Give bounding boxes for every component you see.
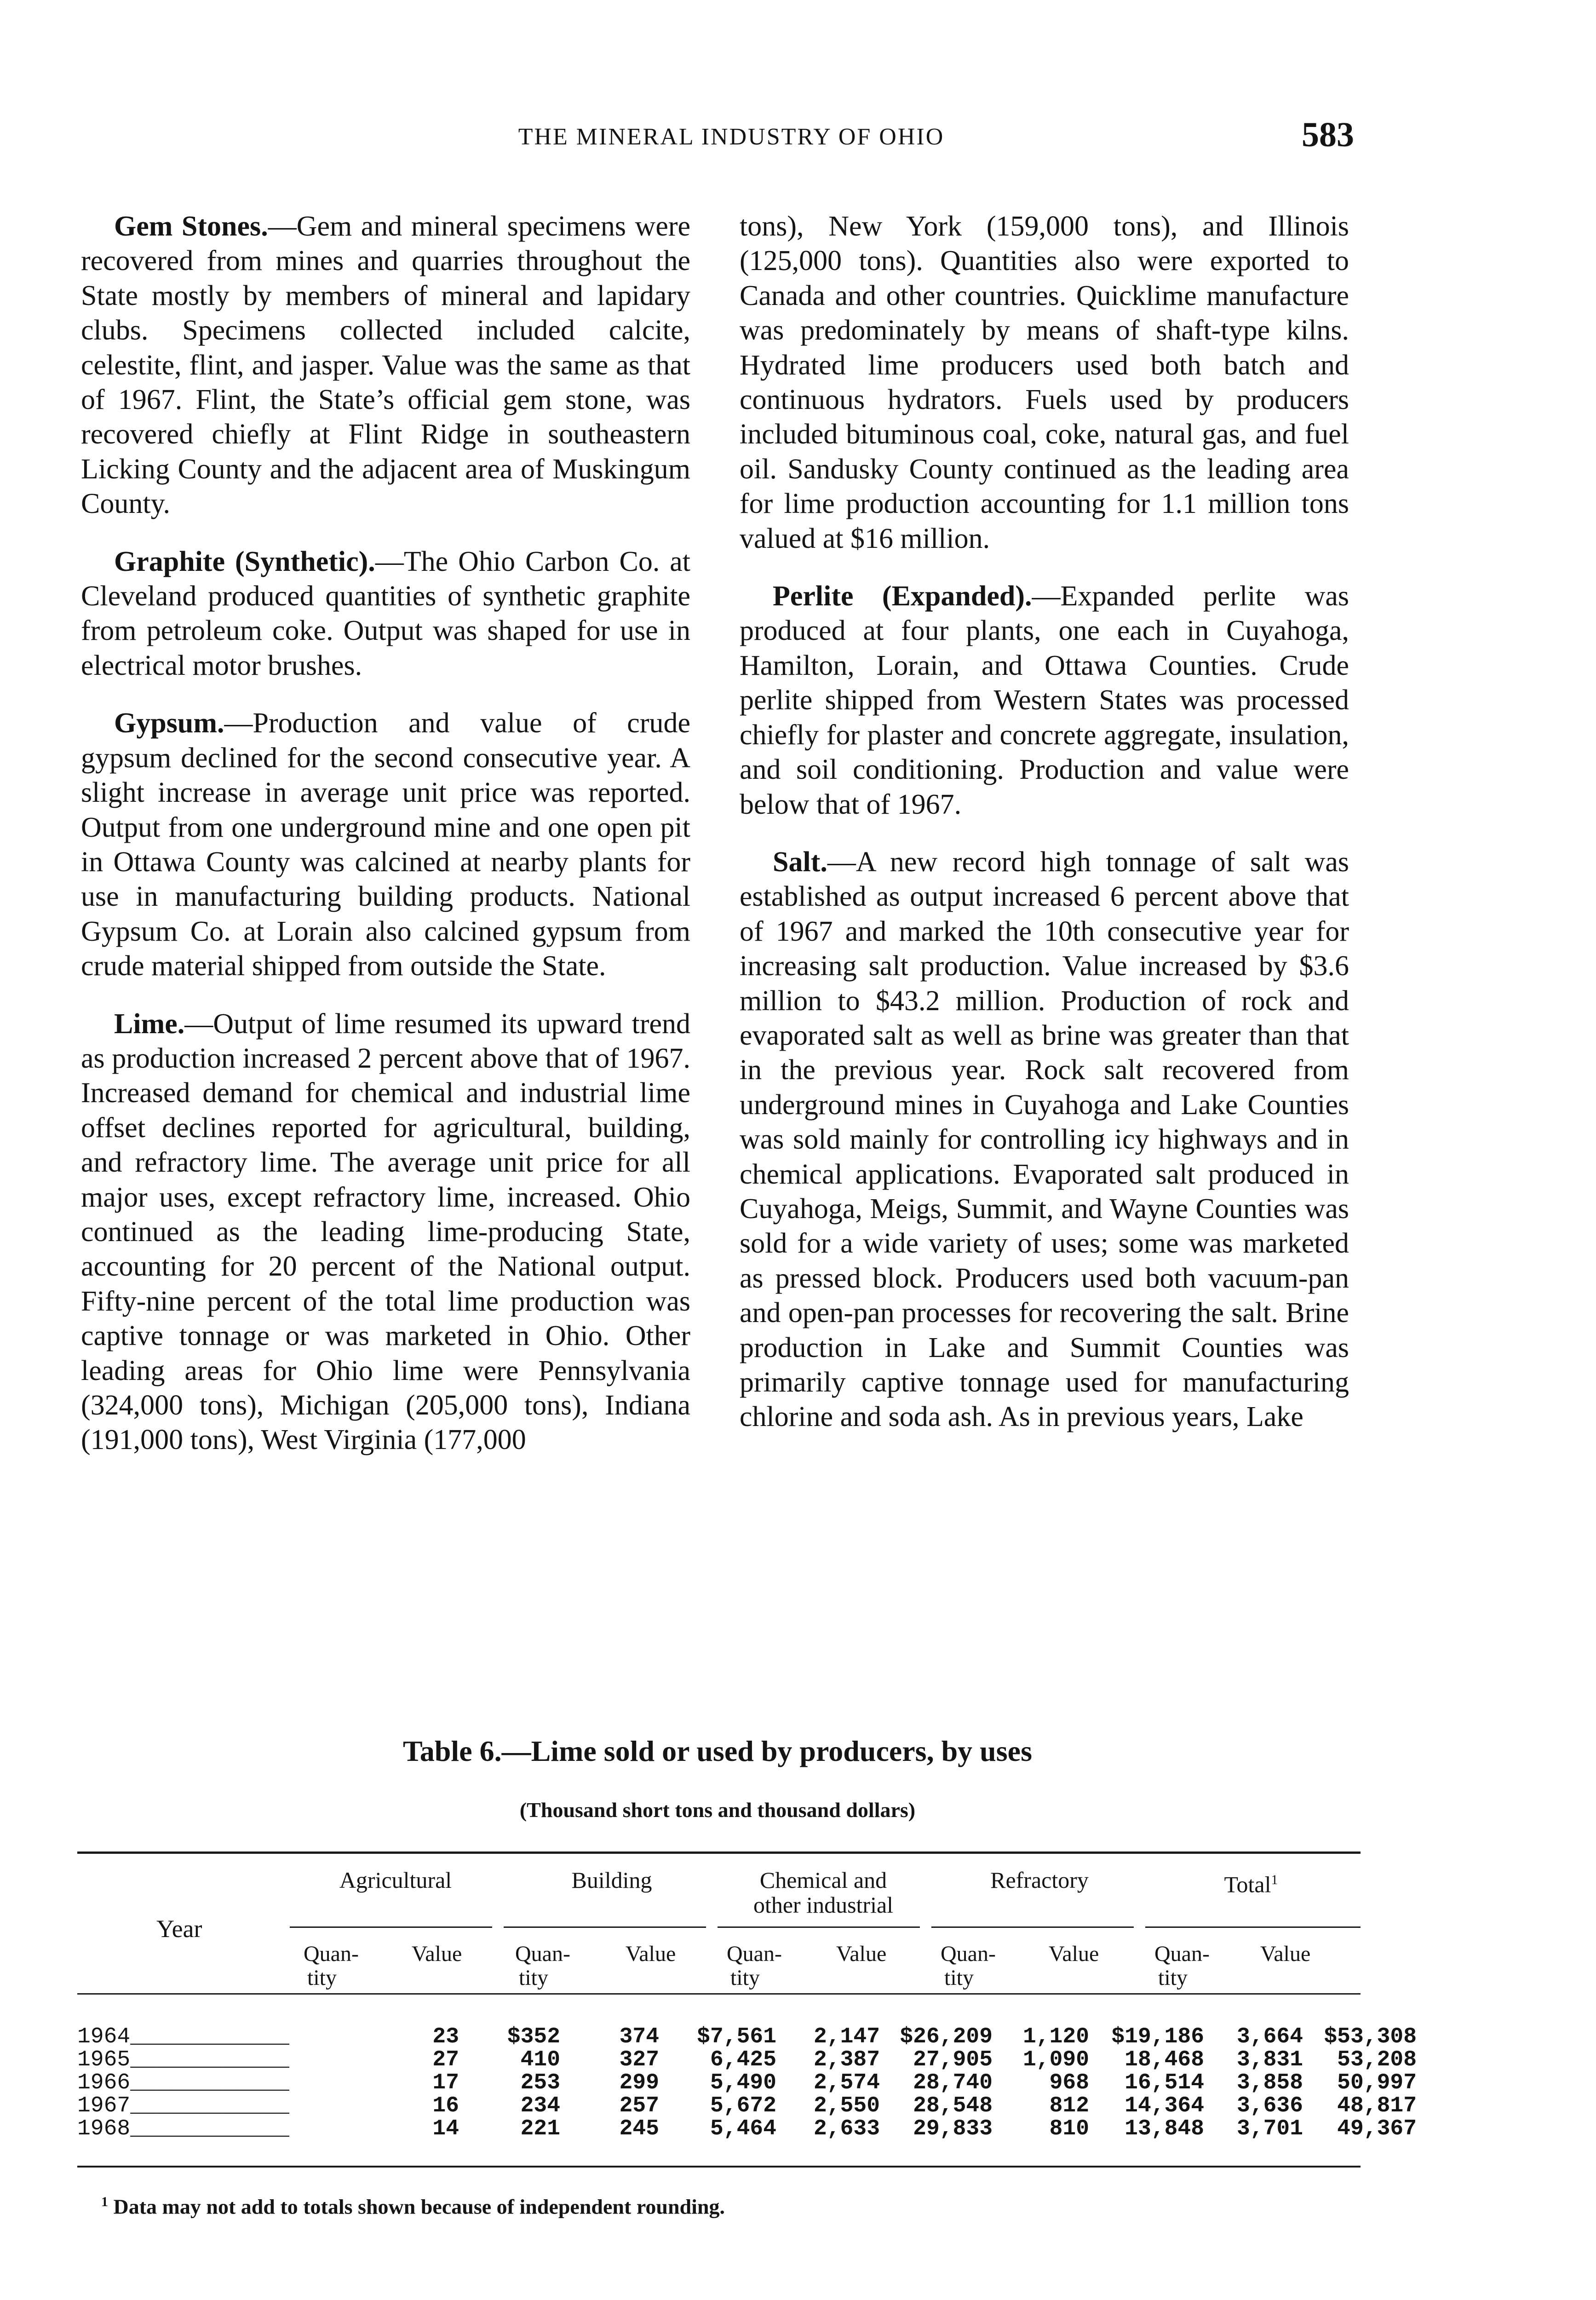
cell-ref-value: $19,186 — [1111, 2024, 1204, 2049]
cell-ref-value: 13,848 — [1125, 2116, 1204, 2141]
cell-bld-value: 6,425 — [710, 2047, 776, 2072]
table-footnote — [101, 2194, 725, 2219]
section-heading-gypsum: Gypsum. — [114, 707, 224, 739]
cell-ref-quantity: 1,120 — [1022, 2024, 1089, 2049]
paragraph-gem-stones — [81, 209, 690, 522]
row-year — [77, 2071, 289, 2095]
row-year — [77, 2117, 289, 2141]
subheader-quantity-line1: Quan- — [1154, 1942, 1210, 1966]
cell-ref-value: 16,514 — [1125, 2070, 1204, 2095]
cell-chem-quantity: 2,147 — [813, 2024, 880, 2049]
section-heading-gem-stones: Gem Stones. — [114, 211, 268, 242]
subheader-value: Value — [1049, 1942, 1099, 1966]
group-header-refractory: Refractory — [990, 1867, 1089, 1893]
group-header-building: Building — [571, 1867, 652, 1893]
table-row — [77, 2116, 1417, 2141]
table-row — [77, 2093, 1417, 2118]
subheader-quantity-line2: tity — [730, 1966, 760, 1990]
footnote-text: Data may not add to totals shown because of independent rounding. — [113, 2195, 725, 2219]
subheader-quantity — [727, 1942, 782, 1990]
cell-ref-quantity: 1,090 — [1022, 2047, 1089, 2072]
row-leader: ____________ — [130, 2070, 289, 2095]
cell-total-quantity: 3,831 — [1236, 2047, 1303, 2072]
paragraph-text: —Gem and mineral specimens were recovered from mines and quarries throughout the State mostly by members of mineral and lapidary clubs. Specimens collected included calcite, celestite, flint, and jasper. Value was the same as that of 1967. Flint, the State’s official gem stone, was recovered chiefly at Flint Ridge in southeastern Licking County and the adjacent area of Muskingum County. — [81, 211, 690, 520]
paragraph-text: —The Ohio Carbon Co. at Cleveland produced quantities of synthetic graphite from petroleum coke. Output was shaped for use in electrical motor brushes. — [81, 546, 690, 681]
table-row — [77, 2024, 1417, 2049]
total-footnote-marker: 1 — [1271, 1872, 1278, 1887]
row-leader: ____________ — [130, 2116, 289, 2141]
page-number: 583 — [1302, 115, 1354, 154]
cell-total-quantity: 3,858 — [1236, 2070, 1303, 2095]
cell-chem-value: 28,548 — [913, 2093, 993, 2118]
row-leader: ____________ — [130, 2024, 289, 2049]
row-year-value: 1964 — [77, 2024, 131, 2049]
paragraph-perlite — [740, 579, 1349, 822]
cell-total-value: 50,997 — [1337, 2070, 1417, 2095]
subheader-quantity — [515, 1942, 570, 1990]
group-header-chemical — [718, 1868, 929, 1917]
cell-agr-value: 253 — [520, 2070, 560, 2095]
paragraph-graphite — [81, 545, 690, 684]
row-year — [77, 2048, 289, 2072]
cell-chem-value: 27,905 — [913, 2047, 993, 2072]
group-header-chemical-line1: Chemical and — [759, 1867, 887, 1893]
subheader-quantity-line1: Quan- — [304, 1942, 359, 1966]
table-row — [77, 2047, 1417, 2072]
row-year — [77, 2094, 289, 2118]
table-title: Table 6.—Lime sold or used by producers, by uses — [403, 1735, 1032, 1767]
subheader-quantity — [941, 1942, 996, 1990]
left-column — [81, 209, 690, 1481]
year-column-header: Year — [156, 1915, 202, 1943]
table-header-rule — [77, 1993, 1361, 1995]
subheader-value: Value — [626, 1942, 676, 1966]
cell-total-quantity: 3,701 — [1236, 2116, 1303, 2141]
cell-bld-quantity: 374 — [619, 2024, 659, 2049]
table-row — [77, 2070, 1417, 2095]
cell-bld-quantity: 257 — [619, 2093, 659, 2118]
cell-chem-quantity: 2,633 — [813, 2116, 880, 2141]
group-header-total — [1145, 1868, 1357, 1897]
cell-agr-value: 221 — [520, 2116, 560, 2141]
paragraph-gypsum — [81, 706, 690, 983]
footnote-marker: 1 — [101, 2194, 108, 2209]
cell-total-value: $53,308 — [1324, 2024, 1417, 2049]
group-rule-total — [1145, 1926, 1361, 1928]
cell-chem-value: 28,740 — [913, 2070, 993, 2095]
cell-total-quantity: 3,664 — [1236, 2024, 1303, 2049]
subheader-quantity-line2: tity — [1158, 1966, 1188, 1990]
cell-total-value: 49,367 — [1337, 2116, 1417, 2141]
subheader-quantity-line2: tity — [307, 1966, 337, 1990]
cell-bld-value: 5,672 — [710, 2093, 776, 2118]
row-year-value: 1966 — [77, 2070, 131, 2095]
cell-bld-quantity: 245 — [619, 2116, 659, 2141]
subheader-value: Value — [412, 1942, 462, 1966]
subheader-value: Value — [1260, 1942, 1311, 1966]
row-year-value: 1965 — [77, 2047, 131, 2072]
paragraph-lime — [81, 1007, 690, 1458]
cell-bld-value: $7,561 — [697, 2024, 776, 2049]
row-leader: ____________ — [130, 2093, 289, 2118]
cell-bld-value: 5,464 — [710, 2116, 776, 2141]
row-year — [77, 2025, 289, 2049]
cell-agr-value: 410 — [520, 2047, 560, 2072]
cell-ref-quantity: 810 — [1049, 2116, 1089, 2141]
cell-bld-quantity: 299 — [619, 2070, 659, 2095]
cell-total-value: 53,208 — [1337, 2047, 1417, 2072]
group-rule-building — [504, 1926, 706, 1928]
paragraph-lime-continued: tons), New York (159,000 tons), and Illinois (125,000 tons). Quantities also were exported to Canada and other countries. Quicklime manufacture was predominately by means of shaft-type kilns. Hydrated lime producers used both batch and continuous hydrators. Fuels used by producers included bituminous coal, coke, natural gas, and fuel oil. Sandusky County continued as the leading area for lime production accounting for 1.1 million tons valued at $16 million. — [740, 211, 1349, 554]
subheader-quantity-line1: Quan- — [941, 1942, 996, 1966]
cell-agr-value: $352 — [507, 2024, 560, 2049]
section-heading-graphite: Graphite (Synthetic). — [114, 546, 375, 577]
table-bottom-rule — [77, 2166, 1361, 2168]
paragraph-salt — [740, 845, 1349, 1435]
paragraph-text: —Production and value of crude gypsum declined for the second consecutive year. A slight increase in average unit price was reported. Output from one underground mine and one open pit in Ottawa County was calcined at nearby plants for use in manufacturing building products. National Gypsum Co. at Lorain also calcined gypsum from crude material shipped from outside the State. — [81, 707, 690, 982]
running-header: THE MINERAL INDUSTRY OF OHIO — [518, 124, 945, 150]
table-subtitle: (Thousand short tons and thousand dollars) — [519, 1798, 916, 1822]
group-rule-refractory — [931, 1926, 1134, 1928]
cell-chem-quantity: 2,574 — [813, 2070, 880, 2095]
cell-total-value: 48,817 — [1337, 2093, 1417, 2118]
subheader-quantity-line1: Quan- — [515, 1942, 570, 1966]
cell-bld-value: 5,490 — [710, 2070, 776, 2095]
group-rule-agricultural — [290, 1926, 492, 1928]
subheader-quantity-line1: Quan- — [727, 1942, 782, 1966]
group-header-chemical-line2: other industrial — [753, 1892, 894, 1918]
cell-total-quantity: 3,636 — [1236, 2093, 1303, 2118]
section-heading-perlite: Perlite (Expanded). — [773, 581, 1032, 612]
cell-ref-value: 14,364 — [1125, 2093, 1204, 2118]
section-heading-salt: Salt. — [773, 846, 827, 878]
cell-chem-quantity: 2,550 — [813, 2093, 880, 2118]
row-year-value: 1968 — [77, 2116, 131, 2141]
cell-agr-quantity: 23 — [432, 2024, 459, 2049]
cell-ref-value: 18,468 — [1125, 2047, 1204, 2072]
cell-ref-quantity: 812 — [1049, 2093, 1089, 2118]
subheader-value: Value — [836, 1942, 887, 1966]
cell-agr-quantity: 17 — [432, 2070, 459, 2095]
group-header-total-label: Total — [1224, 1871, 1271, 1898]
cell-agr-quantity: 14 — [432, 2116, 459, 2141]
row-year-value: 1967 — [77, 2093, 131, 2118]
cell-chem-value: $26,209 — [900, 2024, 993, 2049]
section-heading-lime: Lime. — [114, 1008, 185, 1040]
group-rule-chemical — [718, 1926, 920, 1928]
subheader-quantity — [304, 1942, 359, 1990]
cell-agr-quantity: 16 — [432, 2093, 459, 2118]
row-leader: ____________ — [130, 2047, 289, 2072]
cell-agr-quantity: 27 — [432, 2047, 459, 2072]
paragraph-text: —Expanded perlite was produced at four plants, one each in Cuyahoga, Hamilton, Lorain, and Ottawa Counties. Crude perlite shipped from Western States was processed chiefly for plaster and concrete aggregate, insulation, and soil conditioning. Production and value were below that of 1967. — [740, 581, 1349, 820]
cell-chem-quantity: 2,387 — [813, 2047, 880, 2072]
cell-bld-quantity: 327 — [619, 2047, 659, 2072]
group-header-agricultural: Agricultural — [339, 1867, 452, 1893]
subheader-quantity — [1154, 1942, 1210, 1990]
right-column — [740, 209, 1349, 1458]
cell-chem-value: 29,833 — [913, 2116, 993, 2141]
cell-agr-value: 234 — [520, 2093, 560, 2118]
cell-ref-quantity: 968 — [1049, 2070, 1089, 2095]
subheader-quantity-line2: tity — [944, 1966, 974, 1990]
paragraph-text: —Output of lime resumed its upward trend as production increased 2 percent above that of 1967. Increased demand for chemical and industrial lime offset declines reported for agricultural, building, and refractory lime. The average unit price for all major uses, except refractory lime, increased. Ohio continued as the leading lime-producing State, accounting for 20 percent of the National output. Fifty-nine percent of the total lime production was captive tonnage or was marketed in Ohio. Other leading areas for Ohio lime were Pennsylvania (324,000 tons), Michigan (205,000 tons), Indiana (191,000 tons), West Virginia (177,000 — [81, 1008, 690, 1456]
table-top-rule — [77, 1852, 1361, 1854]
subheader-quantity-line2: tity — [519, 1966, 549, 1990]
paragraph-text: —A new record high tonnage of salt was established as output increased 6 percent above that of 1967 and marked the 10th consecutive year for increasing salt production. Value increased by $3.6 million to $43.2 million. Production of rock and evaporated salt as well as brine was greater than that in the previous year. Rock salt recovered from underground mines in Cuyahoga and Lake Counties was sold mainly for controlling icy highways and in chemical applications. Evaporated salt produced in Cuyahoga, Meigs, Summit, and Wayne Counties was sold for a wide variety of uses; some was marketed as pressed block. Producers used both vacuum-pan and open-pan processes for recovering the salt. Brine production in Lake and Summit Counties was primarily captive tonnage used for manufacturing chlorine and soda ash. As in previous years, Lake — [740, 846, 1349, 1433]
